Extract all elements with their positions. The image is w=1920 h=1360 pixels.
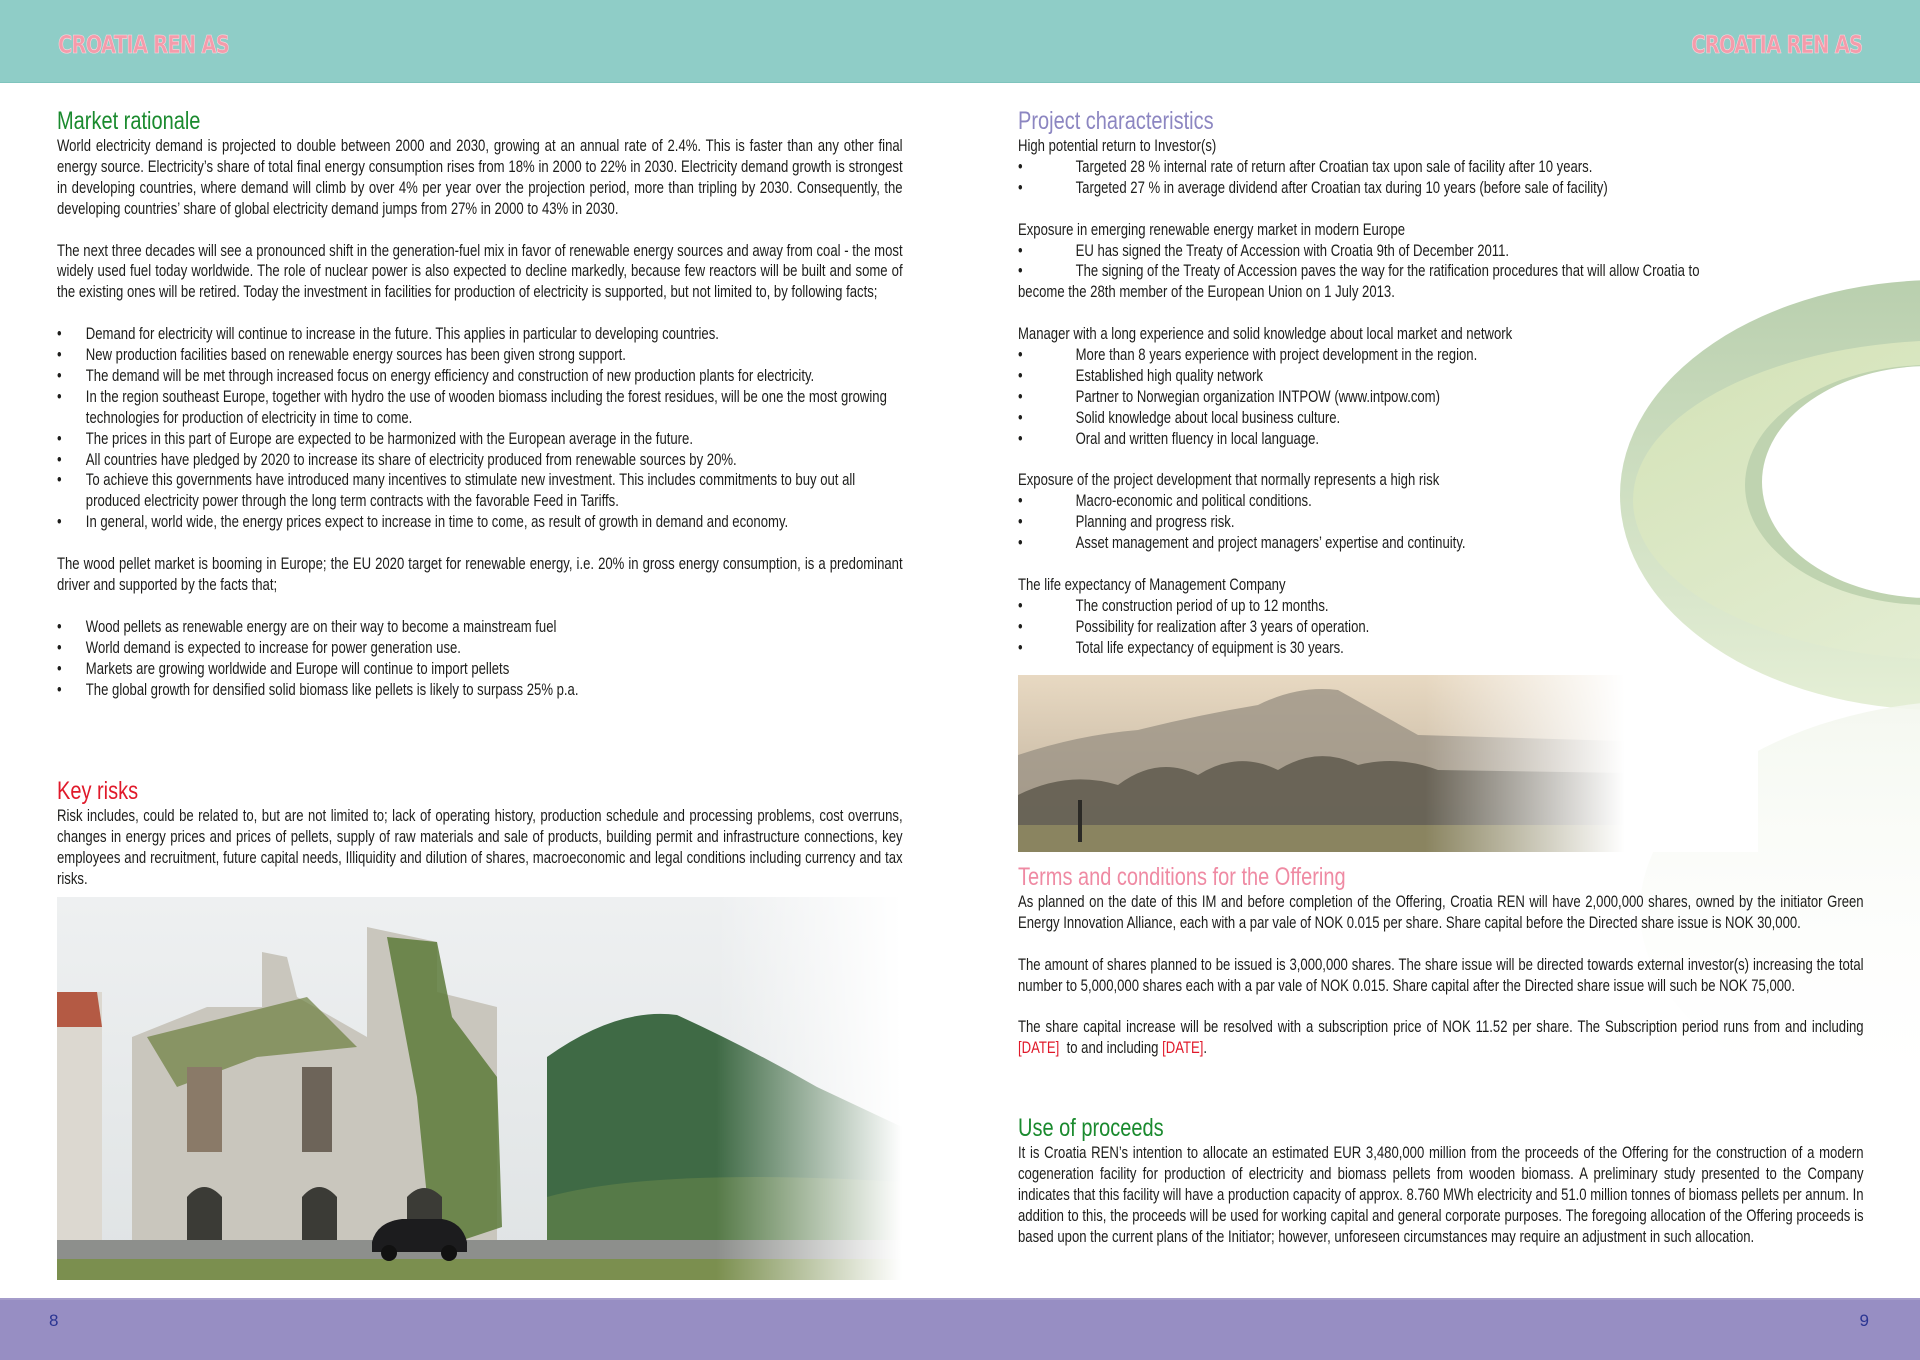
list-item: • Targeted 27 % in average dividend after Croatian tax during 10 years (before sale of facility) [1018, 178, 1864, 199]
list-item: • Partner to Norwegian organization INTPOW (www.intpow.com) [1018, 387, 1864, 408]
group-lead: High potential return to Investor(s) [1018, 137, 1217, 155]
list-item: • In general, world wide, the energy prices expect to increase in time to come, as result of growth in demand and economy. [57, 512, 903, 533]
group-lead: Manager with a long experience and solid knowledge about local market and network [1018, 325, 1513, 344]
list-item: • The signing of the Treaty of Accession paves the way for the ratification procedures that will allow Croatia to [1018, 261, 1864, 282]
bullet-list [1018, 345, 1864, 450]
date-placeholder: [DATE] [1162, 1039, 1204, 1058]
paragraph: The wood pellet market is booming in Europe; the EU 2020 target for renewable energy, i.e. 20% in gross energy consumption, is a predominant driver and supported by the facts that; [57, 555, 903, 594]
list-item: • Asset management and project managers’ expertise and continuity. [1018, 533, 1864, 554]
market-rationale-section [57, 106, 903, 700]
page-header-band [0, 0, 1920, 83]
list-item: • To achieve this governments have introduced many incentives to stimulate new investment. This includes commitments to buy out all produced electricity power through the long term contracts with the favorable Feed in Tariffs. [57, 470, 903, 512]
bullet-list [1018, 491, 1864, 554]
list-item: • Solid knowledge about local business culture. [1018, 408, 1864, 429]
section-title-terms: Terms and conditions for the Offering [1018, 863, 1346, 891]
paragraph: As planned on the date of this IM and before completion of the Offering, Croatia REN will have 2,000,000 shares, owned by the initiator Green Energy Innovation Alliance, each with a par vale of NOK 0.015 per share. Share capital before the Directed share issue is NOK 30,000. [1018, 893, 1864, 932]
bullet-list [1018, 241, 1864, 283]
list-item: • Demand for electricity will continue to increase in the future. This applies in particular to developing countries. [57, 324, 903, 345]
list-item: • Possibility for realization after 3 years of operation. [1018, 617, 1864, 638]
date-placeholder: [DATE] [1018, 1039, 1060, 1058]
list-item: • The global growth for densified solid biomass like pellets is likely to surpass 25% p.a. [57, 680, 903, 701]
project-characteristics-section [1018, 106, 1864, 659]
list-item: • Total life expectancy of equipment is 30 years. [1018, 638, 1864, 659]
list-item: • More than 8 years experience with project development in the region. [1018, 345, 1864, 366]
group-lead: Exposure of the project development that normally represents a high risk [1018, 471, 1440, 490]
list-item: • Established high quality network [1018, 366, 1864, 387]
list-item: • The prices in this part of Europe are expected to be harmonized with the European average in the future. [57, 429, 903, 450]
list-item: • Markets are growing worldwide and Europe will continue to import pellets [57, 659, 903, 680]
paragraph [1018, 1017, 1864, 1059]
list-item: • Targeted 28 % internal rate of return after Croatian tax upon sale of facility after 10 years. [1018, 157, 1864, 178]
bullet-list [57, 324, 903, 533]
use-of-proceeds-section [1018, 1113, 1864, 1248]
paragraph: The next three decades will see a pronounced shift in the generation-fuel mix in favor of renewable energy sources and away from coal - the most widely used fuel today worldwide. The role of nuclear power is also expected to decline markedly, because few reactors will be built and some of the existing ones will be retired. Today the investment in facilities for production of electricity is supported, but not limited to, by following facts; [57, 241, 903, 302]
paragraph: Risk includes, could be related to, but are not limited to; lack of operating history, production schedule and processing problems, cost overruns, changes in energy prices and prices of pellets, supply of raw materials and sale of products, building permit and infrastructure connections, key employees and recruitment, future capital needs, Illiquidity and dilution of shares, macroeconomic and legal conditions including currency and tax risks. [57, 807, 903, 888]
photo-ruined-building [57, 897, 902, 1280]
section-title-market-rationale: Market rationale [57, 107, 201, 135]
text: . [1203, 1039, 1208, 1058]
group-lead: The life expectancy of Management Company [1018, 575, 1286, 594]
brand-logo-left: CROATIA REN AS [58, 30, 230, 59]
paragraph: World electricity demand is projected to double between 2000 and 2030, growing at an annual rate of 2.4%. This is faster than any other final energy source. Electricity’s share of total final energy consumption rises from 18% in 2000 to 22% in 2030. Electricity demand growth is strongest in developing countries, where demand will climb by over 4% per year over the projection period, more than tripling by 2030. Consequently, the developing countries’ share of global electricity demand jumps from 27% in 2000 to 43% in 2030. [57, 137, 903, 218]
page-footer-band [0, 1298, 1920, 1360]
text: to and including [1059, 1039, 1163, 1058]
brand-logo-right: CROATIA REN AS [1690, 30, 1862, 59]
list-item: • All countries have pledged by 2020 to increase its share of electricity produced from renewable sources by 20%. [57, 450, 903, 471]
page-number-right: 9 [1859, 1311, 1869, 1330]
bullet-list [1018, 157, 1864, 199]
list-item: • Planning and progress risk. [1018, 512, 1864, 533]
paragraph: The amount of shares planned to be issued is 3,000,000 shares. The share issue will be directed towards external investor(s) increasing the total number to 5,000,000 shares each with a par vale of NOK 0.015. Share capital after the Directed share issue will such be NOK 75,000. [1018, 955, 1864, 995]
list-item: • Macro-economic and political conditions. [1018, 491, 1864, 512]
section-title-key-risks: Key risks [57, 777, 139, 805]
list-item: • New production facilities based on renewable energy sources has been given strong support. [57, 345, 903, 366]
list-item: • In the region southeast Europe, together with hydro the use of wooden biomass including the forest residues, will be one the most growing technologies for production of electricity in time to come. [57, 387, 903, 429]
bullet-list [1018, 596, 1864, 659]
list-item: • Oral and written fluency in local language. [1018, 429, 1864, 450]
paragraph: It is Croatia REN’s intention to allocate an estimated EUR 3,480,000 million from the proceeds of the Offering for the construction of a modern cogeneration facility for production of electricity and biomass pellets from wooden biomass. A preliminary study presented to the Company indicates that this facility will have a production capacity of approx. 8.760 MWh electricity and 51.0 million tonnes of biomass pellets per annum. In addition to this, the proceeds will be used for working capital and general corporate purposes. The foregoing allocation of the Offering proceeds is based upon the current plans of the Initiator; however, unforeseen circumstances may require an adjustment in such allocation. [1018, 1144, 1864, 1246]
key-risks-section [57, 776, 903, 890]
terms-section [1018, 862, 1864, 1059]
list-item: • The demand will be met through increased focus on energy efficiency and construction of new production plants for electricity. [57, 366, 903, 387]
section-title-project-characteristics: Project characteristics [1018, 107, 1214, 135]
list-item: • World demand is expected to increase for power generation use. [57, 638, 903, 659]
list-item: • Wood pellets as renewable energy are on their way to become a mainstream fuel [57, 617, 903, 638]
bullet-list [57, 617, 903, 701]
list-item: • The construction period of up to 12 months. [1018, 596, 1864, 617]
section-title-use-of-proceeds: Use of proceeds [1018, 1114, 1164, 1142]
photo-misty-forest [1018, 675, 1758, 852]
text: The share capital increase will be resolved with a subscription price of NOK 11.52 per share. The Subscription period runs from and including [1018, 1018, 1864, 1037]
group-lead: Exposure in emerging renewable energy market in modern Europe [1018, 220, 1406, 239]
list-item: • EU has signed the Treaty of Accession with Croatia 9th of December 2011. [1018, 241, 1864, 262]
page-number-left: 8 [49, 1311, 59, 1330]
list-continuation: become the 28th member of the European Union on 1 July 2013. [1018, 283, 1395, 302]
